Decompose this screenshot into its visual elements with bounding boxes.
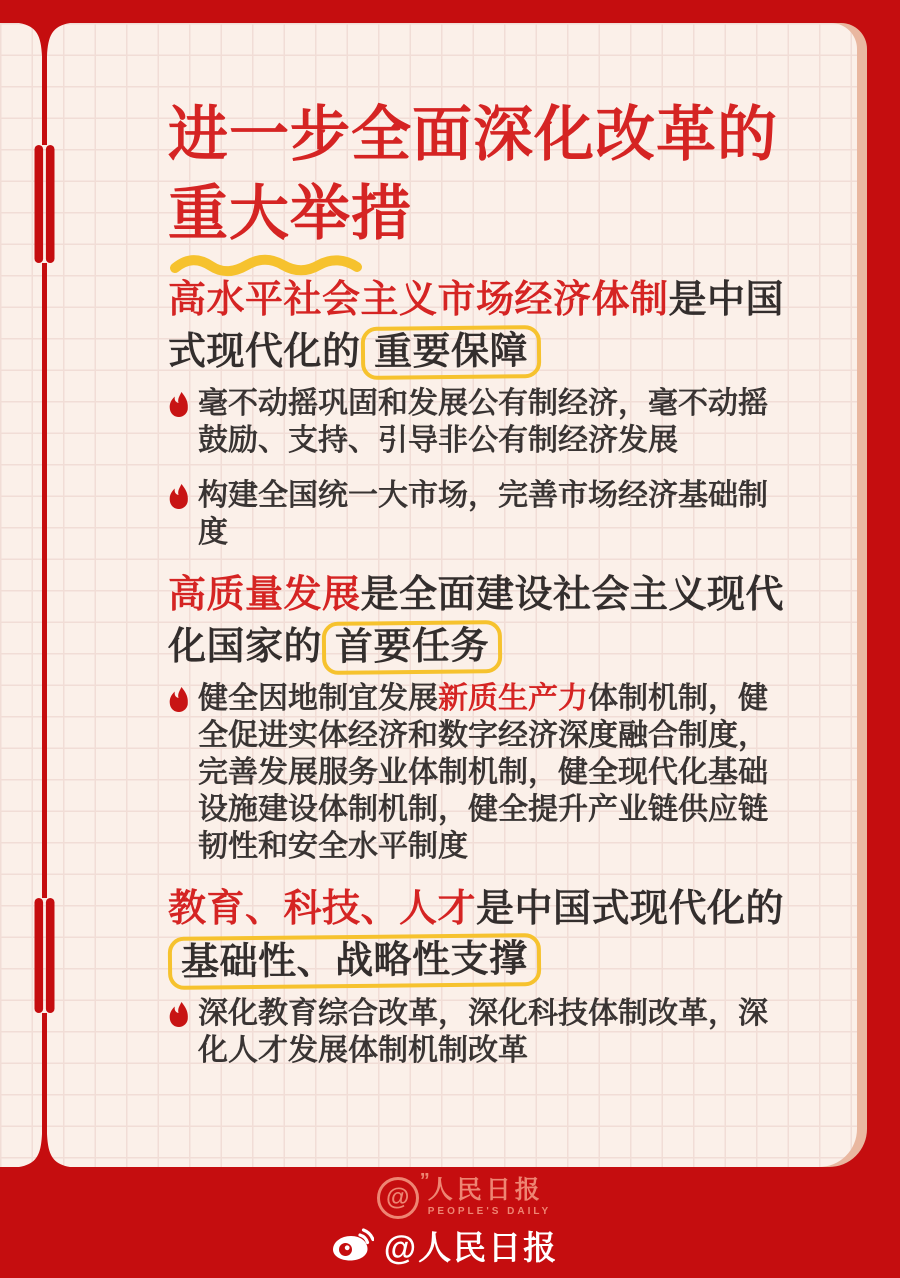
section-heading-education-science-talent (168, 883, 792, 988)
yellow-outline-highlight: 基础性、战略性支撑 (168, 933, 541, 990)
bullet-item (168, 477, 792, 551)
at-circle-icon (377, 1169, 428, 1219)
bullet-text-after: 体制机制，健全促进实体经济和数字经济深度融合制度，完善发展服务业体制机制，健全现代化基础设施建设体制机制，健全提升产业链供应链韧性和安全水平制度 (198, 682, 768, 863)
bullet-text-before: 健全因地制宜发展 (198, 682, 438, 715)
flame-bullet-icon (168, 483, 190, 510)
bullet-item (168, 995, 792, 1069)
page-title-line1: 进一步全面深化改革的 (168, 101, 778, 168)
heading-black-text: 是中国式现代化的 (168, 279, 785, 373)
peoples-daily-watermark (377, 1169, 552, 1219)
yellow-outline-highlight: 重要保障 (360, 325, 541, 380)
flame-bullet-icon (168, 686, 190, 713)
heading-black-text: 是全面建设社会主义现代化国家的 (168, 574, 785, 668)
section-heading-high-quality-development (168, 569, 792, 674)
bullet-text: 深化教育综合改革，深化科技体制改革，深化人才发展体制机制改革 (198, 997, 768, 1067)
heading-red-text: 高质量发展 (168, 574, 361, 616)
page-title-line2: 重大举措 (168, 180, 412, 247)
watermark-subtitle: PEOPLE'S DAILY (427, 1206, 552, 1217)
bullet-item (168, 385, 792, 459)
weibo-handle-row (330, 1222, 558, 1269)
heading-black-text: 是中国式现代化的 (476, 888, 785, 930)
heading-red-text: 教育、科技、人才 (168, 888, 477, 930)
page-title (168, 95, 792, 279)
bullet-text-red-term: 新质生产力 (438, 682, 588, 715)
watermark-name: 人民日报 (427, 1176, 544, 1204)
flame-bullet-icon (168, 1001, 190, 1028)
weibo-handle-text: @人民日报 (383, 1228, 559, 1266)
logo-tick-marks: ” (419, 1169, 428, 1192)
flame-bullet-icon (168, 391, 190, 418)
heading-red-text: 高水平社会主义市场经济体制 (168, 279, 669, 321)
bullet-text: 毫不动摇巩固和发展公有制经济，毫不动摇鼓励、支持、引导非公有制经济发展 (198, 387, 768, 457)
weibo-icon (330, 1228, 374, 1262)
bullet-item (168, 680, 792, 865)
bullet-text: 构建全国统一大市场，完善市场经济基础制度 (198, 479, 768, 549)
section-heading-market-economy (168, 274, 792, 379)
at-glyph: @ (386, 1183, 410, 1211)
yellow-outline-highlight: 首要任务 (322, 620, 503, 675)
bullet-text (198, 680, 792, 865)
footer-band (0, 1167, 900, 1278)
